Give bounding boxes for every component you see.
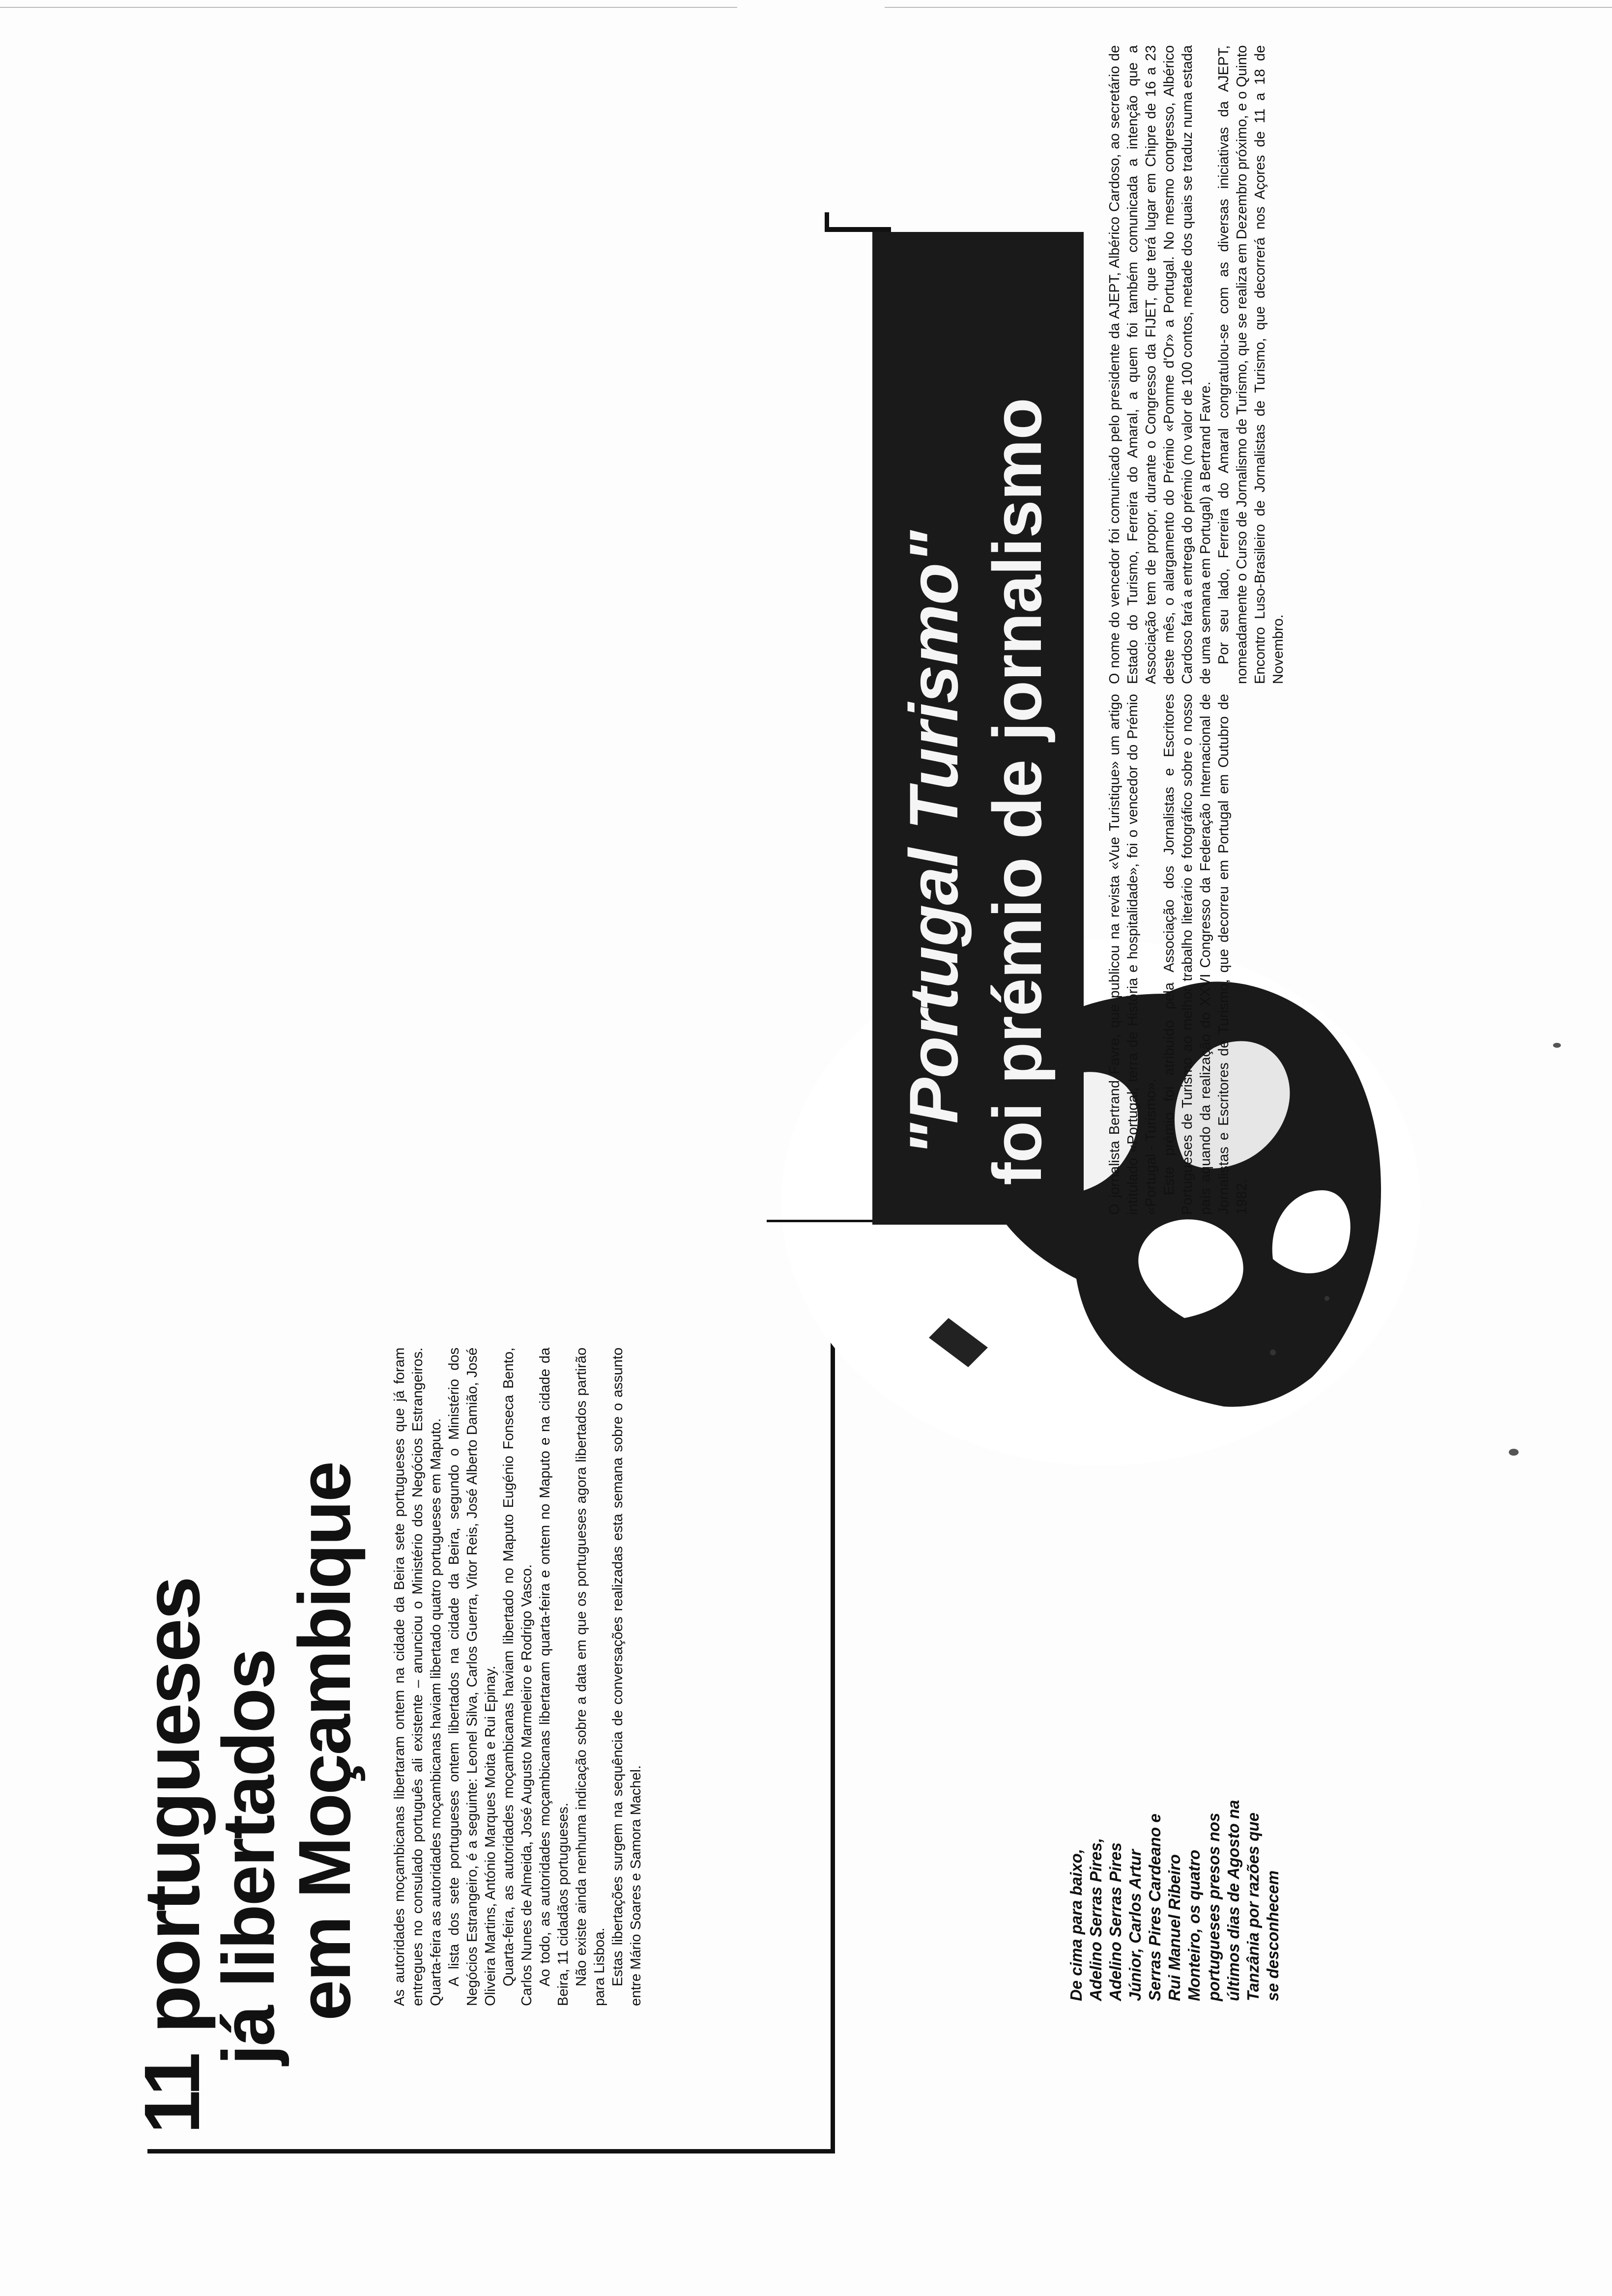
frame-rule-left: [147, 2149, 833, 2153]
frame-rule-top-bar: [825, 212, 829, 232]
paragraph: Este prémio foi atribuído pela Associação dos Jornalistas e Escritores Portugueses de Turismo ao melhor trabalho literário e fotográfico sobre o nosso país aquando da realização do XXVI Congresso da Federação Internacional de Jornalistas e Escritores de Turismo, que decorreu em Portugal em Outubro de 1982.: [1161, 694, 1250, 1215]
photo-caption: De cima para baixo, Adelino Serras Pires, Adelino Serras Pires Júnior, Carlos Artur Serras Pires Cardeano e Rui Manuel Ribeiro Monteiro, os quatro portugueses presos nos últimos dias de Agosto na Tanzânia por razões que se desconhecem: [1067, 1800, 1282, 2001]
paragraph: As autoridades moçambicanas libertaram ontem na cidade da Beira sete portugueses que já foram entregues no consulado português ali existente – anunciou o Ministério dos Negócios Estrangeiros. Quarta-feira as autoridades moçambicanas haviam libertado quatro portugueses em Maputo.: [392, 1348, 444, 2006]
paragraph: Ao todo, as autoridades moçambicanas libertaram quarta-feira e ontem no Maputo e na cidade da Beira, 11 cidadãos portugueses.: [537, 1348, 571, 2006]
frame-rule-top: [825, 227, 891, 232]
article-body-col-1: [1106, 694, 1450, 1215]
headline-banner: [872, 232, 1084, 1225]
article-body: [391, 1348, 645, 2006]
frame-rule-bottom: [831, 1308, 835, 2153]
article-11-portugueses: [0, 1274, 1612, 2296]
scan-speck: [1509, 1449, 1519, 1456]
paragraph: Quarta-feira, as autoridades moçambicanas haviam libertado no Maputo Eugénio Fonseca Bento, Carlos Nunes de Almeida, José Augusto Marmeleiro e Rodrigo Vasco.: [501, 1348, 535, 2006]
paragraph: O nome do vencedor foi comunicado pelo presidente da AJEPT, Albérico Cardoso, ao secretário de Estado do Turismo, Ferreira do Amaral, a quem foi também comunicada a intenção que a Associação tem de propor, durante o Congresso da FIJET, que terá lugar em Chipre de 16 a 23 deste mês, o alargamento do Prémio «Pomme d'Or» a Portugal. No mesmo congresso, Albérico Cardoso fará a entrega do prémio (no valor de 100 contos, metade dos quais se traduz numa estada de uma semana em Portugal) a Bertrand Favre.: [1107, 45, 1213, 684]
headline-line-1: 11 portugueses: [128, 1578, 216, 2134]
paragraph: Estas libertações surgem na sequência de conversações realizadas esta semana sobre o assunto entre Mário Soares e Samora Machel.: [610, 1348, 644, 2006]
headline-line-2: foi prémio de jornalismo: [979, 398, 1056, 1185]
paragraph: Não existe ainda nenhuma indicação sobre a data em que os portugueses agora libertados partirão para Lisboa.: [574, 1348, 607, 2006]
headline-line-3: em Moçambique: [283, 1462, 366, 2021]
paragraph: A lista dos sete portugueses ontem libertados na cidade da Beira, segundo o Ministério dos Negócios Estrangeiro, é a seguinte: Leonel Silva, Carlos Guerra, Vitor Reis, José Alberto Damião, José Oliveira Martins, António Marques Moita e Rui Epinay.: [446, 1348, 498, 2006]
article-body-col-2: [1106, 45, 1474, 684]
headline-line-2: já libertados: [207, 1650, 289, 2065]
paragraph: O jornalista Bertrand Favre, que publicou na revista «Vue Turistique» um artigo intitulado «Portugal, terra de História e hospitalidade», foi o vencedor do Prémio «Portugal - Turismo».: [1107, 694, 1159, 1215]
headline-line-1: "Portugal Turismo": [895, 531, 972, 1156]
paragraph: Por seu lado, Ferreira do Amaral congratulou-se com as diversas iniciativas da AJEPT, nomeadamente o Curso de Jornalismo de Turismo, que se realiza em Dezembro próximo, e o Quinto Encontro Luso-Brasileiro de Jornalistas de Turismo, que decorrerá nos Açores de 11 a 18 de Novembro.: [1216, 45, 1286, 684]
